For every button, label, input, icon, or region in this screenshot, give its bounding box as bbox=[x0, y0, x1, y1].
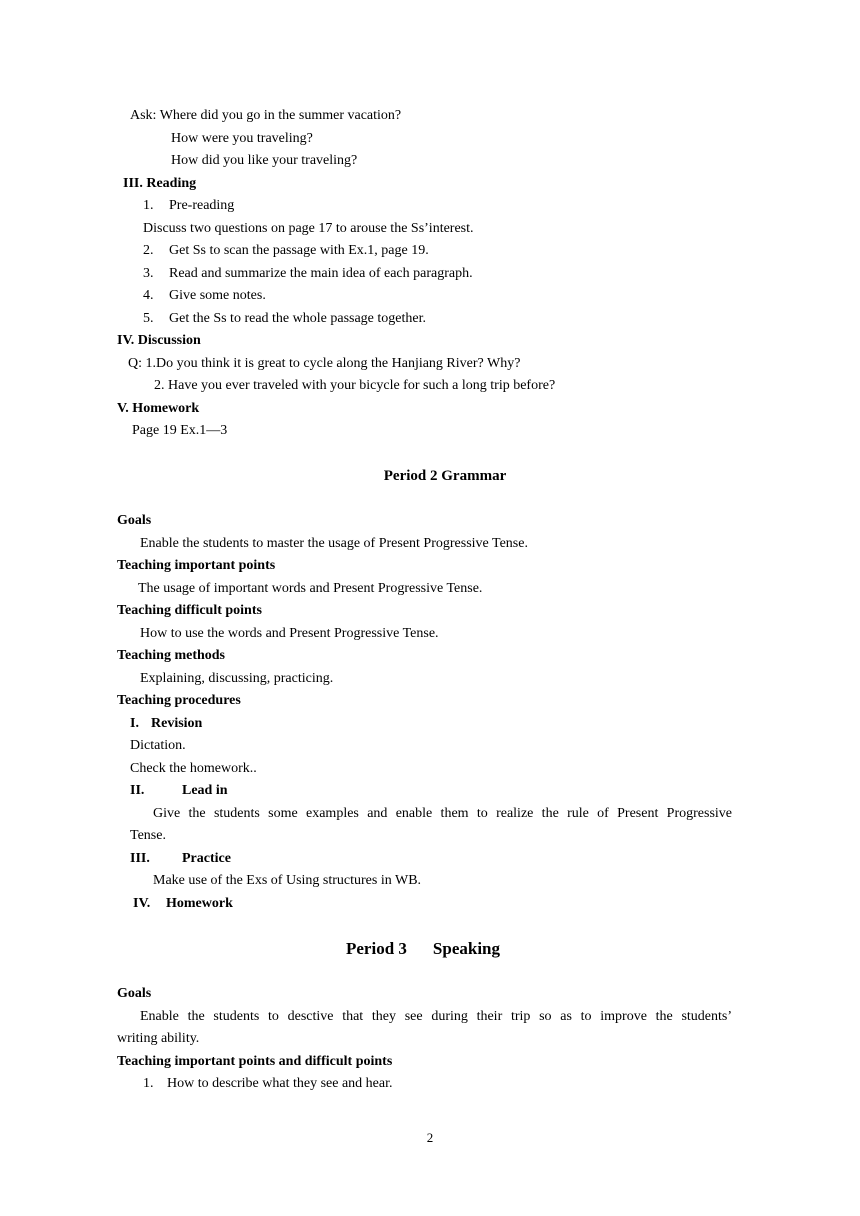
reading-item-5 bbox=[143, 310, 426, 328]
p3-points-heading: Teaching important points and difficult points bbox=[117, 1054, 393, 1069]
p2-goals-heading: Goals bbox=[117, 513, 152, 528]
list-text: Revision bbox=[151, 716, 203, 731]
p2-methods-text: Explaining, discussing, practicing. bbox=[140, 671, 334, 686]
p2-check-homework: Check the homework.. bbox=[130, 761, 257, 776]
p2-important-heading: Teaching important points bbox=[117, 558, 276, 573]
discussion-heading: IV. Discussion bbox=[117, 333, 201, 348]
list-number: 1. bbox=[143, 198, 154, 213]
list-text: Get Ss to scan the passage with Ex.1, page 19. bbox=[169, 243, 429, 258]
reading-item-2 bbox=[143, 242, 429, 260]
p2-revision-heading bbox=[130, 715, 202, 733]
p2-leadin-heading bbox=[130, 782, 228, 800]
list-number: III. bbox=[130, 851, 150, 866]
list-number: 1. bbox=[143, 1076, 154, 1091]
list-text: How to describe what they see and hear. bbox=[167, 1076, 393, 1091]
discussion-question-1: Q: 1.Do you think it is great to cycle along the Hanjiang River? Why? bbox=[128, 356, 521, 371]
page-number: 2 bbox=[426, 1130, 434, 1145]
list-text: Lead in bbox=[182, 783, 228, 798]
list-text: Practice bbox=[182, 851, 231, 866]
list-text: Get the Ss to read the whole passage together. bbox=[169, 311, 426, 326]
p2-leadin-text-1: Give the students some examples and enable them to realize the rule of Present Progressive bbox=[153, 806, 732, 821]
ask-question-3: How did you like your traveling? bbox=[171, 153, 358, 168]
reading-item-discuss: Discuss two questions on page 17 to arouse the Ss’interest. bbox=[143, 221, 474, 236]
homework-heading: V. Homework bbox=[117, 401, 200, 416]
p2-difficult-text: How to use the words and Present Progressive Tense. bbox=[140, 626, 439, 641]
list-number: IV. bbox=[133, 896, 151, 911]
reading-heading: III. Reading bbox=[123, 176, 197, 191]
p3-goals-text-1: Enable the students to desctive that they see during their trip so as to improve the students’ bbox=[140, 1009, 732, 1024]
p3-goals-text-2: writing ability. bbox=[117, 1031, 200, 1046]
p2-goals-text: Enable the students to master the usage of Present Progressive Tense. bbox=[140, 536, 528, 551]
list-number: 4. bbox=[143, 288, 154, 303]
period-3-title-number: Period 3 bbox=[346, 939, 407, 958]
homework-text: Page 19 Ex.1—3 bbox=[132, 423, 228, 438]
p2-leadin-text-2: Tense. bbox=[130, 828, 166, 843]
reading-item-4 bbox=[143, 287, 266, 305]
p2-homework-heading bbox=[133, 895, 233, 913]
reading-item-1 bbox=[143, 197, 234, 215]
discussion-question-2: 2. Have you ever traveled with your bicycle for such a long trip before? bbox=[154, 378, 556, 393]
list-text: Read and summarize the main idea of each paragraph. bbox=[169, 266, 473, 281]
list-number: II. bbox=[130, 783, 145, 798]
p2-important-text: The usage of important words and Present Progressive Tense. bbox=[138, 581, 483, 596]
p2-procedures-heading: Teaching procedures bbox=[117, 693, 241, 708]
reading-item-3 bbox=[143, 265, 473, 283]
list-number: I. bbox=[130, 716, 139, 731]
list-text: Pre-reading bbox=[169, 198, 235, 213]
ask-question-2: How were you traveling? bbox=[171, 131, 313, 146]
period-2-title: Period 2 Grammar bbox=[383, 468, 507, 484]
ask-line: Ask: Where did you go in the summer vacation? bbox=[130, 108, 402, 123]
list-number: 5. bbox=[143, 311, 154, 326]
list-number: 3. bbox=[143, 266, 154, 281]
period-3-title-topic: Speaking bbox=[432, 939, 500, 958]
p3-goals-heading: Goals bbox=[117, 986, 152, 1001]
list-number: 2. bbox=[143, 243, 154, 258]
p2-difficult-heading: Teaching difficult points bbox=[117, 603, 262, 618]
p2-dictation: Dictation. bbox=[130, 738, 186, 753]
period-3-title bbox=[346, 940, 500, 958]
list-text: Homework bbox=[166, 896, 233, 911]
p3-item-1 bbox=[143, 1075, 392, 1093]
p2-practice-text: Make use of the Exs of Using structures in WB. bbox=[153, 873, 422, 888]
list-text: Give some notes. bbox=[169, 288, 266, 303]
p2-practice-heading bbox=[130, 850, 231, 868]
p2-methods-heading: Teaching methods bbox=[117, 648, 226, 663]
